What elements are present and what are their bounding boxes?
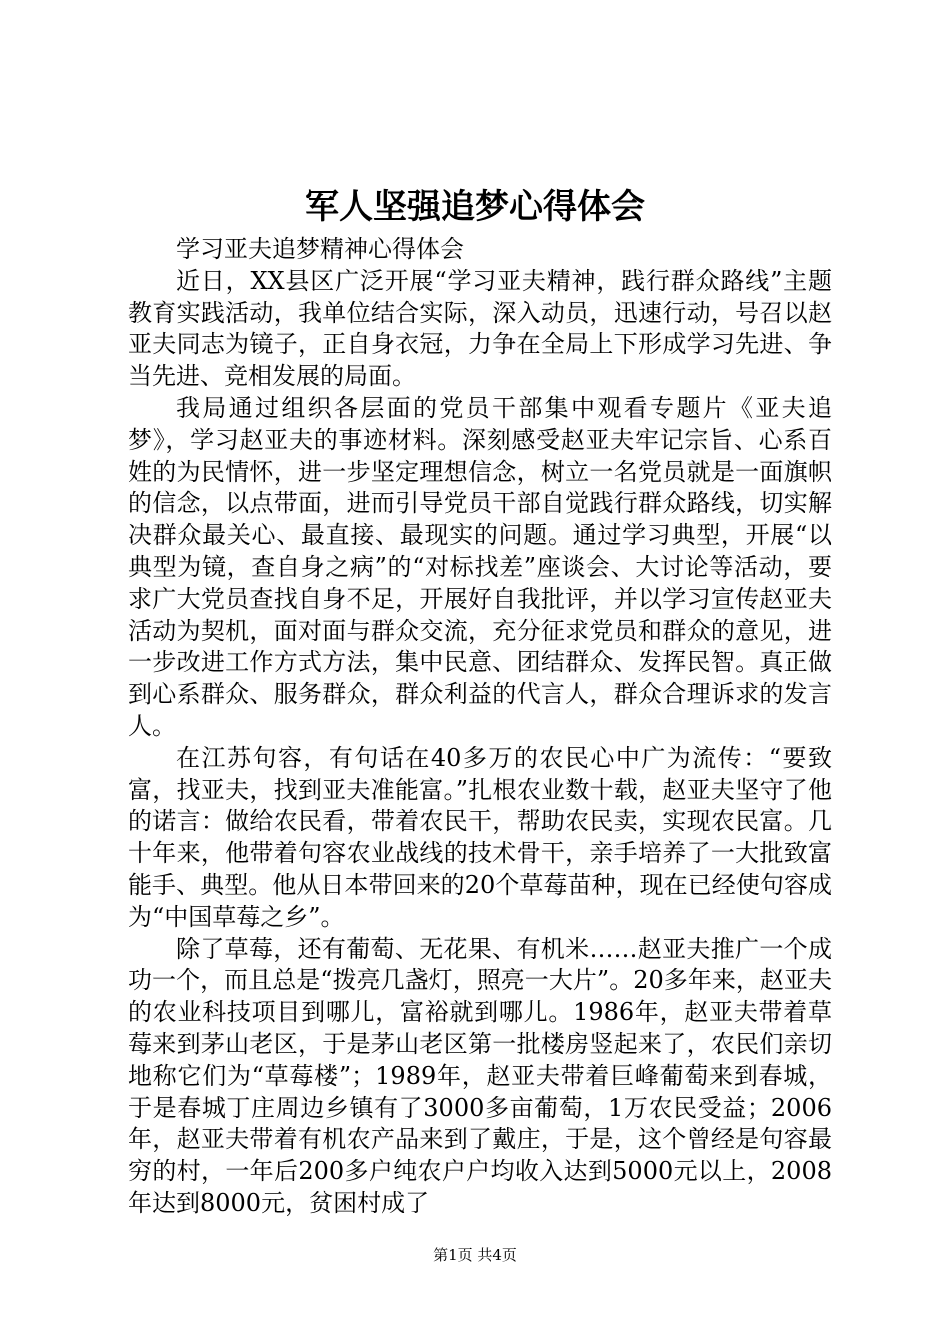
page-title: 军人坚强追梦心得体会 bbox=[305, 187, 645, 227]
paragraph: 在江苏句容，有句话在40多万的农民心中广为流传：“要致富，找亚夫，找到亚夫准能富。”扎根农业数十载，赵亚夫坚守了他的诺言：做给农民看，带着农民干，帮助农民卖，实现农民富。几十年来，他带着句容农业战线的技术骨干，亲手培养了一大批致富能手、典型。他从日本带回来的20个草莓苗种，现在已经使句容成为“中国草莓之乡”。 bbox=[128, 743, 832, 931]
document-body bbox=[128, 234, 832, 1220]
page-number-footer: 第1页 共4页 bbox=[433, 1246, 517, 1264]
paragraph-subtitle: 学习亚夫追梦精神心得体会 bbox=[176, 235, 464, 263]
paragraph: 近日，XX县区广泛开展“学习亚夫精神，践行群众路线”主题教育实践活动，我单位结合实际，深入动员，迅速行动，号召以赵亚夫同志为镜子，正自身衣冠，力争在全局上下形成学习先进、争当先进、竞相发展的局面。 bbox=[128, 266, 832, 391]
paragraph: 我局通过组织各层面的党员干部集中观看专题片《亚夫追梦》，学习赵亚夫的事迹材料。深刻感受赵亚夫牢记宗旨、心系百姓的为民情怀，进一步坚定理想信念，树立一名党员就是一面旗帜的信念，以点带面，进而引导党员干部自觉践行群众路线，切实解决群众最关心、最直接、最现实的问题。通过学习典型，开展“以典型为镜，查自身之病”的“对标找差”座谈会、大讨论等活动，要求广大党员查找自身不足，开展好自我批评，并以学习宣传赵亚夫活动为契机，面对面与群众交流，充分征求党员和群众的意见，进一步改进工作方式方法，集中民意、团结群众、发挥民智。真正做到心系群众、服务群众，群众利益的代言人，群众合理诉求的发言人。 bbox=[128, 393, 832, 740]
paragraph: 除了草莓，还有葡萄、无花果、有机米……赵亚夫推广一个成功一个，而且总是“拨亮几盏灯，照亮一大片”。20多年来，赵亚夫的农业科技项目到哪儿，富裕就到哪儿。1986年，赵亚夫带着草莓来到茅山老区，于是茅山老区第一批楼房竖起来了，农民们亲切地称它们为“草莓楼”；1989年，赵亚夫带着巨峰葡萄来到春城，于是春城丁庄周边乡镇有了3000多亩葡萄，1万农民受益；2006年，赵亚夫带着有机农产品来到了戴庄，于是，这个曾经是句容最穷的村，一年后200多户纯农户户均收入达到5000元以上，2008年达到8000元，贫困村成了 bbox=[128, 934, 832, 1217]
